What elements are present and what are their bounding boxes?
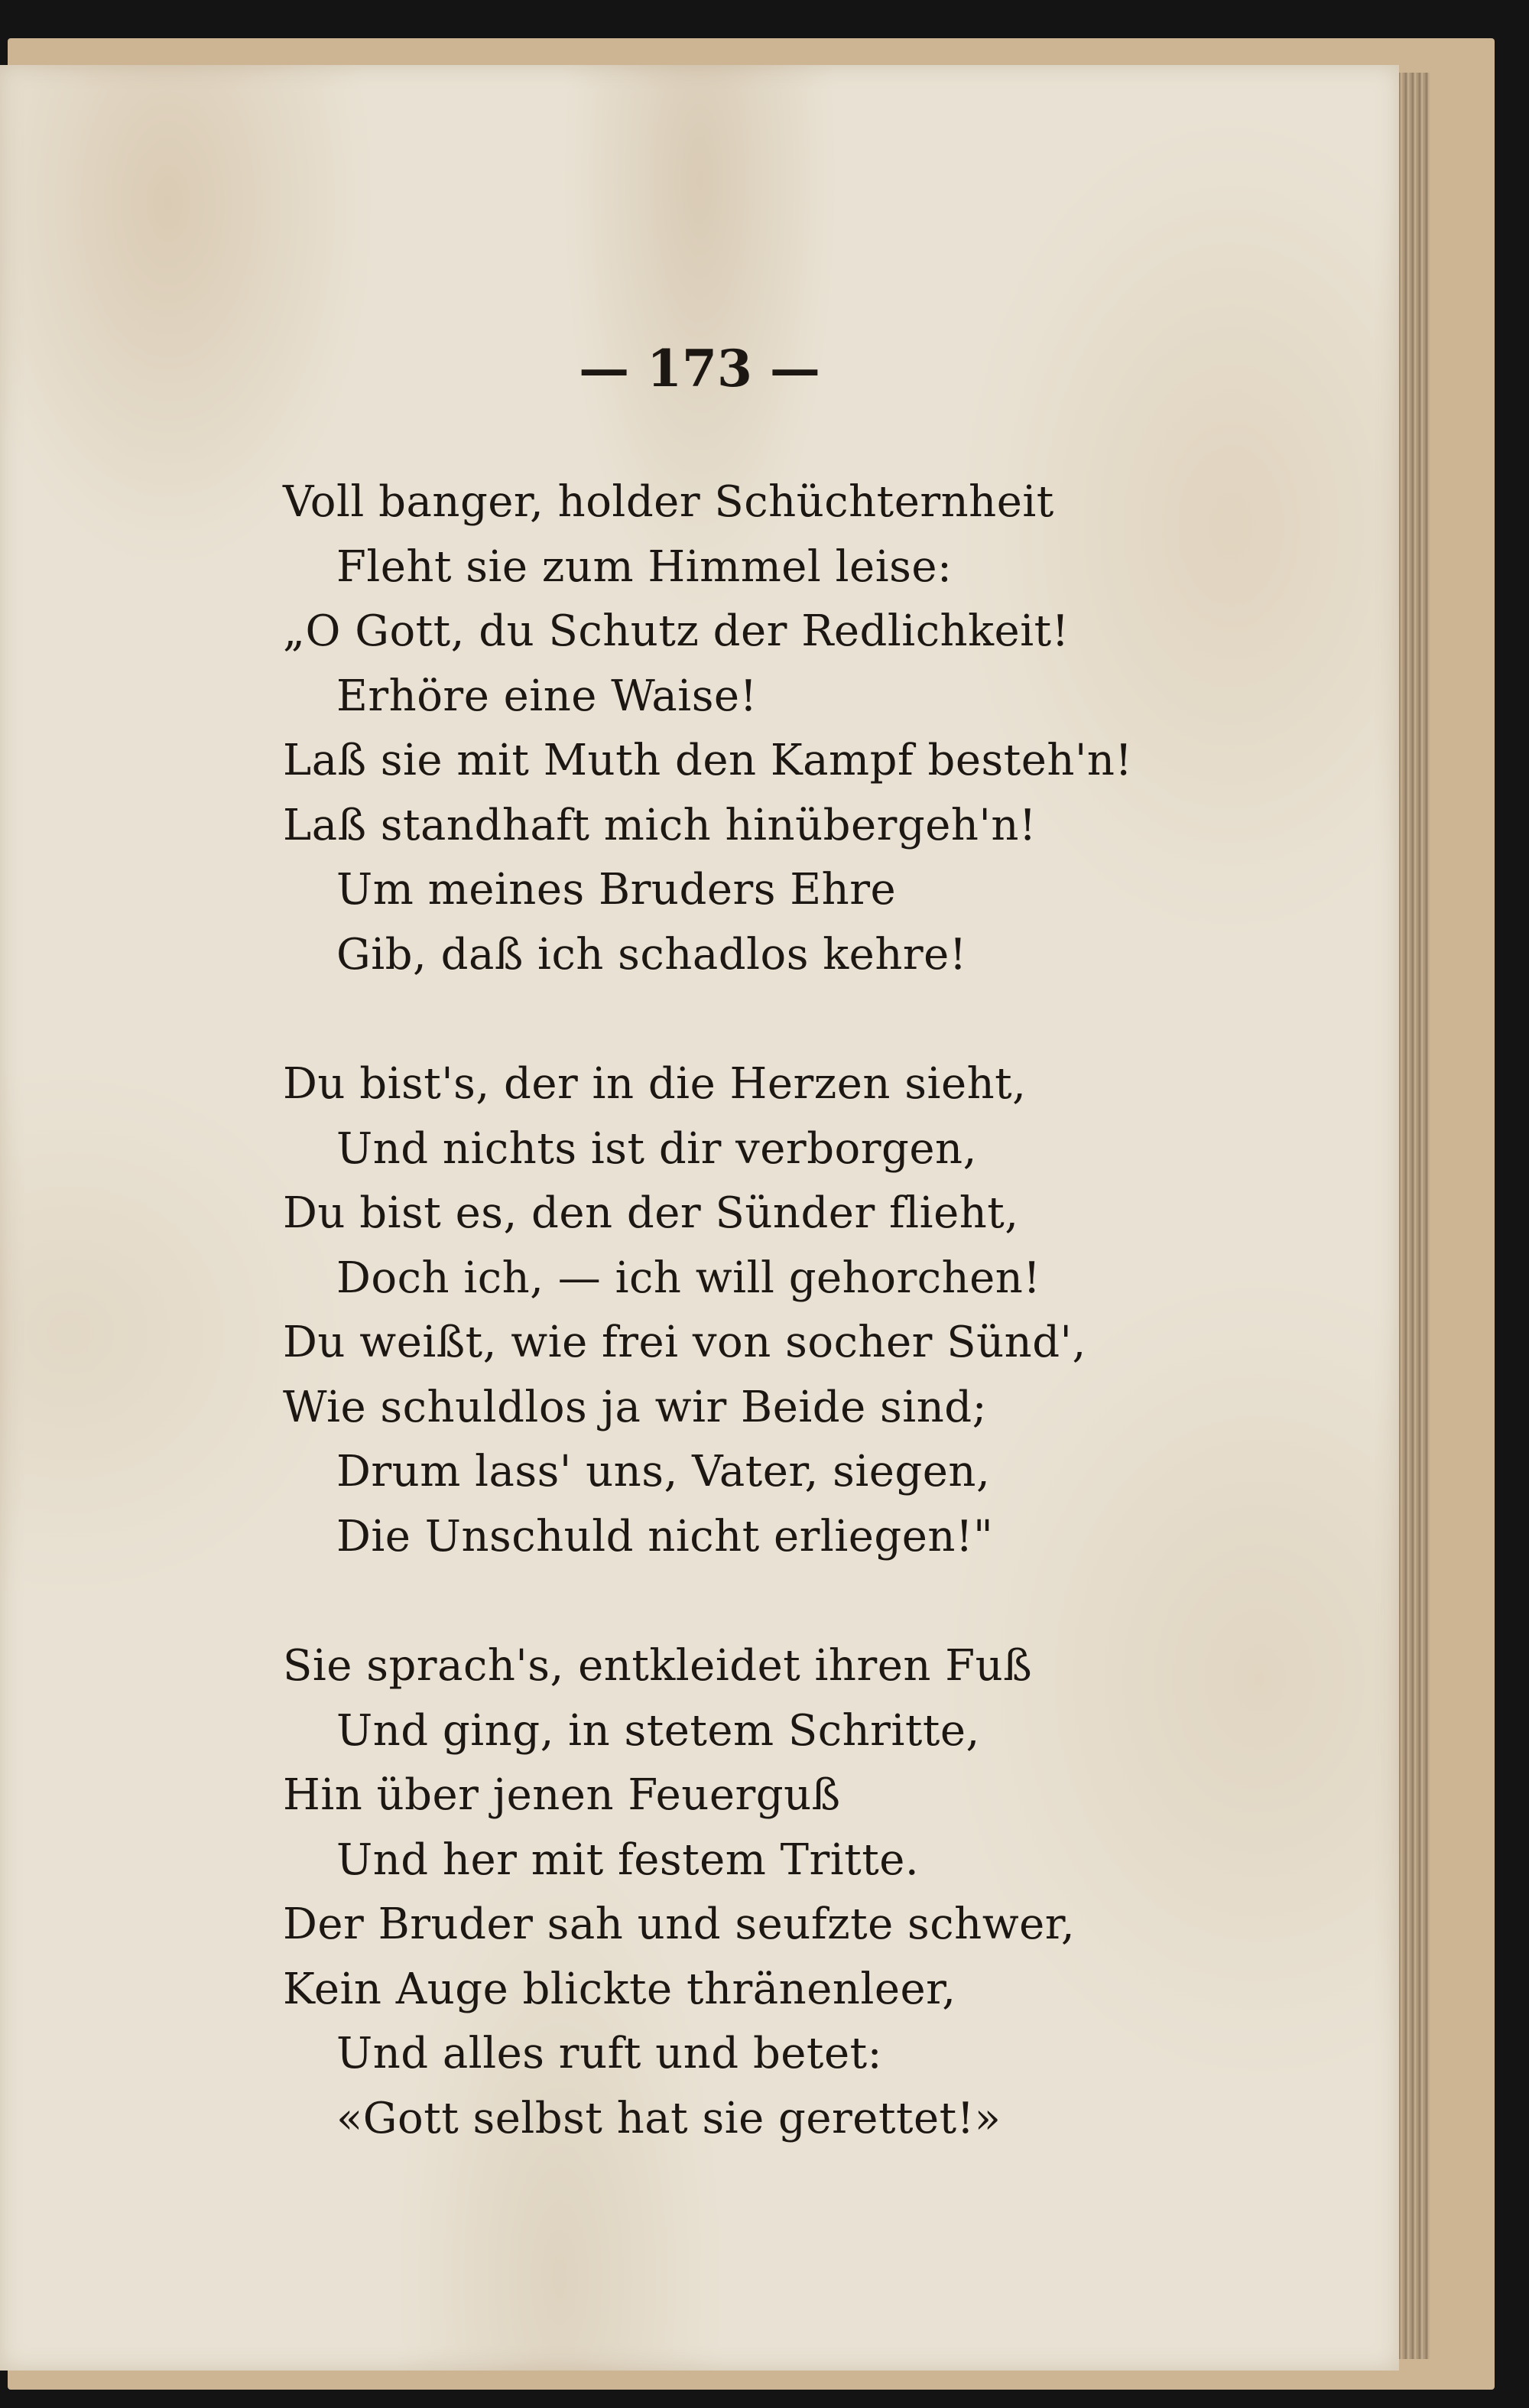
verse-line: Die Unschuld nicht erliegen!" (336, 1511, 994, 1561)
verse-line: Laß sie mit Muth den Kampf besteh'n! (283, 736, 1133, 785)
verse-line: Um meines Bruders Ehre (336, 865, 897, 915)
verse-line: Und alles ruft und betet: (336, 2029, 882, 2078)
verse-line: Du bist's, der in die Herzen sieht, (283, 1059, 1027, 1109)
book-page (0, 65, 1399, 2371)
verse-line: Und nichts ist dir verborgen, (336, 1123, 977, 1174)
verse-line: Gib, daß ich schadlos kehre! (336, 929, 967, 980)
verse-line: Der Bruder sah und seufzte schwer, (283, 1899, 1076, 1949)
verse-line: Laß standhaft mich hinübergeh'n! (283, 800, 1037, 850)
verse-line: Wie schuldlos ja wir Beide sind; (283, 1382, 987, 1432)
page-number: — 173 — (579, 339, 820, 398)
verse-line: Sie sprach's, entkleidet ihren Fuß (283, 1641, 1033, 1691)
verse-line: Erhöre eine Waise! (336, 671, 758, 721)
poem-text (283, 470, 1353, 2216)
stanza-2 (283, 1052, 1353, 1569)
verse-line: Fleht sie zum Himmel leise: (336, 541, 953, 592)
stanza-3 (283, 1634, 1353, 2151)
verse-line: Hin über jenen Feuerguß (283, 1770, 841, 1820)
verse-line: Du bist es, den der Sünder flieht, (283, 1188, 1019, 1238)
stanza-1 (283, 470, 1353, 987)
verse-line: Du weißt, wie frei von socher Sünd', (283, 1318, 1086, 1367)
verse-line: «Gott selbst hat sie gerettet!» (336, 2093, 1001, 2143)
verse-line: Kein Auge blickte thränenleer, (283, 1964, 956, 2014)
verse-line: Und ging, in stetem Schritte, (336, 1705, 980, 1756)
verse-line: Und her mit festem Tritte. (336, 1834, 920, 1885)
verse-line: Voll banger, holder Schüchternheit (283, 477, 1054, 527)
verse-line: „O Gott, du Schutz der Redlichkeit! (283, 606, 1070, 656)
verse-line: Drum lass' uns, Vater, siegen, (336, 1447, 991, 1496)
verse-line: Doch ich, — ich will gehorchen! (336, 1253, 1041, 1303)
